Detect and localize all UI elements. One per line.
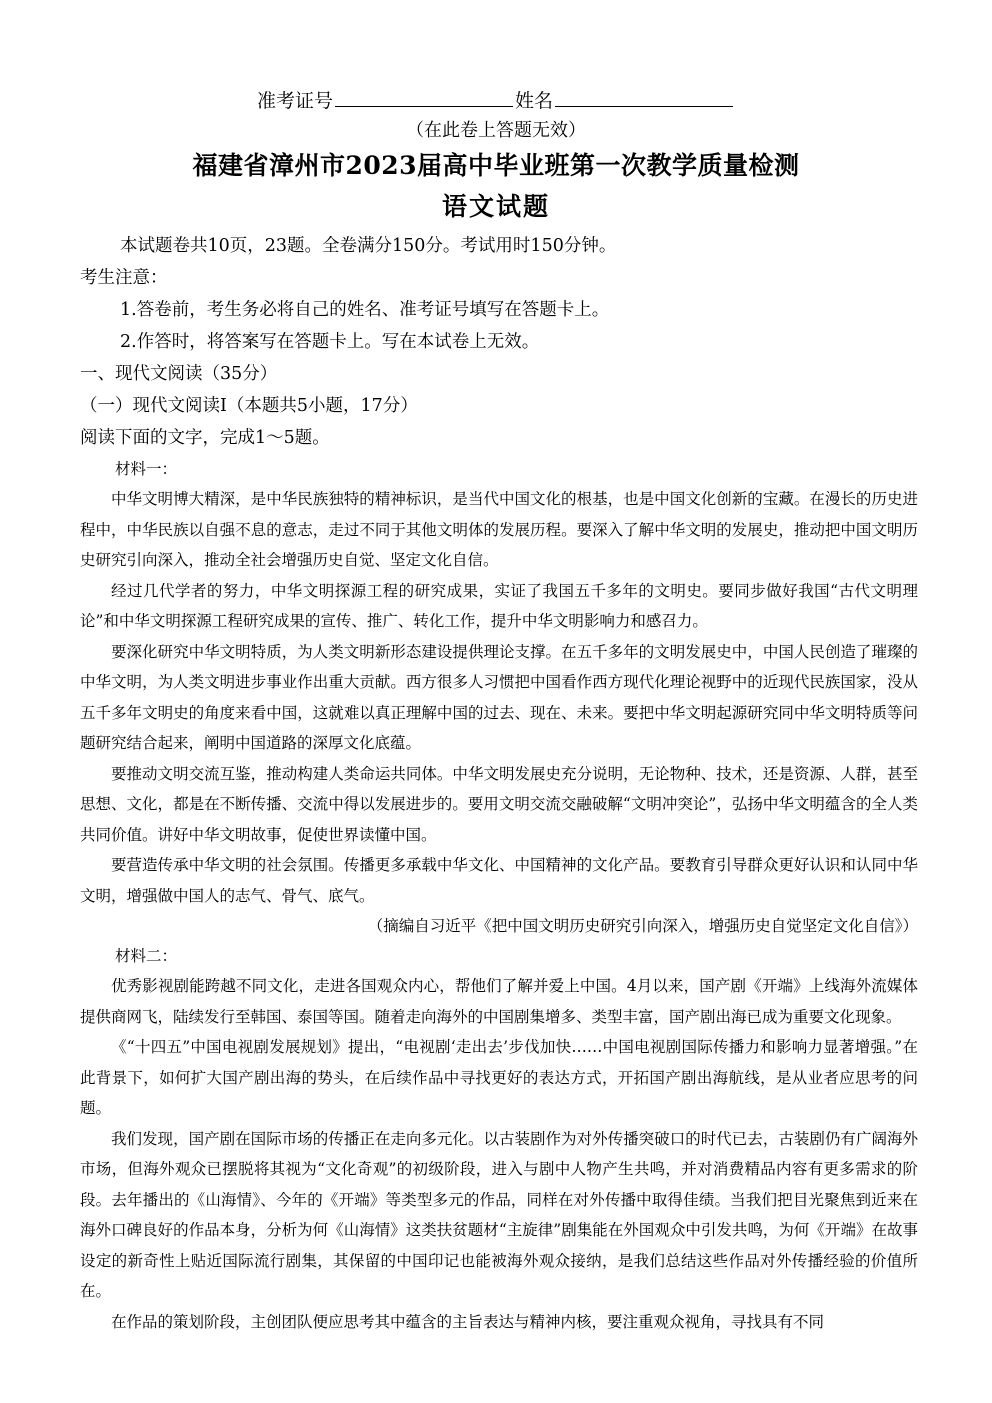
material-2-paragraph: 优秀影视剧能跨越不同文化，走进各国观众内心，帮他们了解并爱上中国。4月以来，国产剧《开端》上线海外流媒体提供商网飞，陆续发行至韩国、泰国等国。随着走向海外的中国剧集增多、类型丰富，国产剧出海已成为重要文化现象。 — [80, 977, 918, 1026]
exam-subtitle: 语文试题 — [441, 192, 550, 221]
name-label: 姓名 — [515, 90, 554, 112]
exam-summary: 本试题卷共10页，23题。全卷满分150分。考试用时150分钟。 — [120, 236, 617, 256]
sub-section-heading: （一）现代文阅读Ⅰ（本题共5小题，17分） — [80, 396, 418, 416]
material-2-paragraph: 《“十四五”中国电视剧发展规划》提出，“电视剧‘走出去’步伐加快……中国电视剧国际传播力和影响力显著增强。”在此背景下，如何扩大国产剧出海的势头，在后续作品中寻找更好的表达方式，开拓国产剧出海航线，是从业者应思考的问题。 — [80, 1038, 918, 1117]
material-1-label: 材料一： — [115, 460, 178, 478]
invalid-answer-notice: （在此卷上答题无效） — [406, 120, 586, 141]
name-blank — [555, 88, 733, 107]
attention-label: 考生注意： — [80, 268, 168, 288]
rule-1: 1.答卷前，考生务必将自己的姓名、准考证号填写在答题卡上。 — [120, 300, 610, 320]
exam-id-blank — [335, 88, 513, 107]
material-2-label: 材料二： — [115, 947, 178, 965]
material-1-paragraph: 要推动文明交流互鉴，推动构建人类命运共同体。中华文明发展史充分说明，无论物种、技术，还是资源、人群，甚至思想、文化，都是在不断传播、交流中得以发展进步的。要用文明交流交融破解“文明冲突论”，弘扬中华文明蕴含的全人类共同价值。讲好中华文明故事，促使世界读懂中国。 — [80, 764, 918, 844]
reading-instruction: 阅读下面的文字，完成1～5题。 — [80, 428, 330, 448]
material-1-paragraph: 要营造传承中华文明的社会氛围。传播更多承载中华文化、中国精神的文化产品。要教育引导群众更好认识和认同中华文明，增强做中国人的志气、骨气、底气。 — [80, 856, 918, 905]
material-1-source: （摘编自习近平《把中国文明历史研究引向深入，增强历史自觉坚定文化自信》） — [367, 917, 918, 935]
rule-2: 2.作答时，将答案写在答题卡上。写在本试卷上无效。 — [120, 332, 540, 352]
exam-content — [80, 230, 918, 1337]
candidate-info-line — [0, 86, 992, 113]
material-1-paragraph: 经过几代学者的努力，中华文明探源工程的研究成果，实证了我国五千多年的文明史。要同步做好我国“古代文明理论”和中华文明探源工程研究成果的宣传、推广、转化工作，提升中华文明影响力和感召力。 — [80, 581, 918, 630]
material-1-paragraph: 中华文明博大精深，是中华民族独特的精神标识，是当代中国文化的根基，也是中国文化创新的宝藏。在漫长的历史进程中，中华民族以自强不息的意志，走过不同于其他文明体的发展历程。要深入了解中华文明的发展史，推动把中国文明历史研究引向深入，推动全社会增强历史自觉、坚定文化自信。 — [80, 490, 918, 569]
exam-id-label: 准考证号 — [256, 90, 333, 112]
exam-title: 福建省漳州市2023届高中毕业班第一次教学质量检测 — [192, 151, 800, 180]
material-1-paragraph: 要深化研究中华文明特质，为人类文明新形态建设提供理论支撑。在五千多年的文明发展史中，中国人民创造了璀璨的中华文明，为人类文明进步事业作出重大贡献。西方很多人习惯把中国看作西方现代化理论视野中的近现代民族国家，没从五千多年文明史的角度来看中国，这就难以真正理解中国的过去、现在、未来。要把中华文明起源研究同中华文明特质等问题研究结合起来，阐明中国道路的深厚文化底蕴。 — [80, 642, 918, 752]
material-2-paragraph: 在作品的策划阶段，主创团队便应思考其中蕴含的主旨表达与精神内核，要注重观众视角，寻找具有不同 — [111, 1312, 825, 1331]
material-2-paragraph: 我们发现，国产剧在国际市场的传播正在走向多元化。以古装剧作为对外传播突破口的时代已去，古装剧仍有广阔海外市场，但海外观众已摆脱将其视为“文化奇观”的初级阶段，进入与剧中人物产生共鸣，并对消费精品内容有更多需求的阶段。去年播出的《山海情》、今年的《开端》等类型多元的作品，同样在对外传播中取得佳绩。当我们把目光聚焦到近来在海外口碑良好的作品本身，分析为何《山海情》这类扶贫题材“主旋律”剧集能在外国观众中引发共鸣，为何《开端》在故事设定的新奇性上贴近国际流行剧集，其保留的中国印记也能被海外观众接纳，是我们总结这些作品对外传播经验的价值所在。 — [80, 1129, 918, 1300]
section-heading: 一、现代文阅读（35分） — [80, 364, 278, 384]
